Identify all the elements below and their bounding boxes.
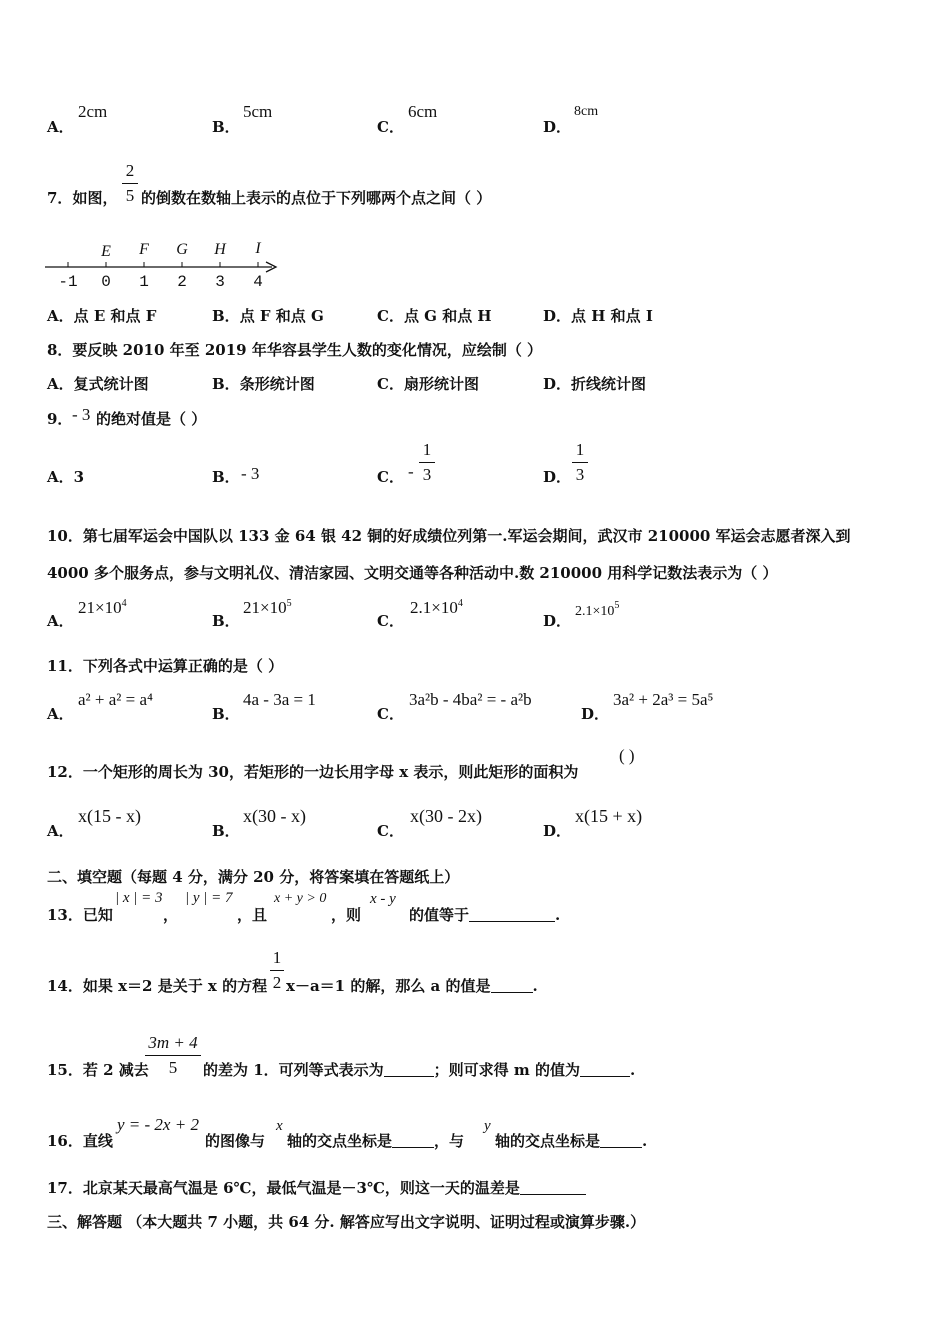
q12-option-a-text: x(15 - x) <box>78 806 141 826</box>
q16-mid-1: 的图像与 <box>205 1132 266 1150</box>
q17-stem: 17．北京某天最高气温是 6℃，最低气温是－3℃，则这一天的温差是 <box>47 1177 586 1198</box>
q6-option-d-text: 8cm <box>574 104 599 119</box>
q6-option-b-text: 5cm <box>243 102 273 121</box>
q6-option-d-label: D． <box>543 118 572 136</box>
q11-option-d-label: D． <box>581 705 610 723</box>
tick-label: 0 <box>101 273 111 291</box>
q6-option-c-text: 6cm <box>408 102 438 121</box>
q10-option-a-text: $21\times 10^4$ <box>78 598 127 617</box>
q7-option-d: D．点 H 和点 I <box>543 307 653 325</box>
point-label: I <box>255 240 261 257</box>
section-2-heading: 二、填空题（每题 4 分，满分 20 分，将答案填在答题纸上） <box>47 868 460 886</box>
q16-stem-suffix: 轴的交点坐标是 . <box>495 1132 648 1150</box>
q12-option-d-text: x(15 + x) <box>575 806 643 826</box>
q16-prefix: 16．直线 <box>47 1132 113 1150</box>
q11-option-d-text: 3a² + 2a³ = 5a⁵ <box>613 690 714 709</box>
q8-option-a: A．复式统计图 <box>47 375 149 393</box>
q16-mid-2: 轴的交点坐标是 ，与 <box>287 1132 465 1150</box>
q13-sep-3: ，则 <box>331 906 362 924</box>
q7-option-b: B．点 F 和点 G <box>212 307 324 325</box>
q6-option-a-label: A． <box>47 118 74 136</box>
q12-answer-paren: ( ) <box>619 746 635 765</box>
q13-number: 13．已知 <box>47 906 113 924</box>
q10-option-b-text: $21\times 10^5$ <box>243 598 292 617</box>
q15-answer-blank-2[interactable] <box>580 1062 630 1077</box>
q9-math: - 3 <box>72 405 91 424</box>
q8-option-b: B．条形统计图 <box>212 375 315 393</box>
q12-option-a-label: A． <box>47 822 74 840</box>
q13-stem-suffix: 的值等于 . <box>409 906 561 924</box>
q15-stem-suffix: 的差为 1．可列等式表示为 ；则可求得 m 的值为 . <box>203 1061 636 1079</box>
q12-option-c-text: x(30 - 2x) <box>410 806 482 826</box>
q7-fraction <box>122 161 138 206</box>
q12-option-d-label: D． <box>543 822 572 840</box>
q9-stem-suffix: 的绝对值是（ ） <box>96 410 207 428</box>
q9-option-a: A．3 <box>47 468 85 486</box>
q7-fraction-numerator: 2 <box>125 161 135 180</box>
q6-option-c-label: C． <box>377 118 404 136</box>
q11-option-c-label: C． <box>377 705 404 723</box>
q12-stem: 12．一个矩形的周长为 30，若矩形的一边长用字母 x 表示，则此矩形的面积为 <box>47 763 579 781</box>
q16-equation: y = - 2x + 2 <box>117 1115 199 1134</box>
q13-math-3: x + y > 0 <box>274 891 327 906</box>
q14-prefix: 14．如果 x＝2 是关于 x 的方程 <box>47 977 268 995</box>
q12-option-c-label: C． <box>377 822 404 840</box>
q7-number: 7．如图， <box>47 189 118 207</box>
q13-math-4: x - y <box>370 891 396 907</box>
q13-math-1: | x | = 3 <box>115 890 163 906</box>
q9-option-d-label: D． <box>543 468 572 486</box>
q12-option-b-text: x(30 - x) <box>243 806 306 826</box>
q10-option-d-text: $2.1\times 10^5$ <box>575 600 620 619</box>
number-line-ticks <box>68 262 258 267</box>
q9-option-b-label: B． <box>212 468 240 486</box>
q14-fraction: 1 2 <box>270 948 284 993</box>
q8-option-d: D．折线统计图 <box>543 375 647 393</box>
number-line <box>40 236 290 296</box>
q16-answer-blank-1[interactable] <box>392 1133 434 1148</box>
q16-y-var: y <box>484 1118 491 1134</box>
q11-option-a-text: a² + a² = a⁴ <box>78 690 153 709</box>
q13-sep-2: ，且 <box>237 906 268 924</box>
point-label: H <box>214 241 226 258</box>
q15-prefix: 15．若 2 减去 <box>47 1061 149 1079</box>
q12-option-b-label: B． <box>212 822 240 840</box>
point-label: F <box>139 241 149 258</box>
q11-option-b-text: 4a - 3a = 1 <box>243 690 316 709</box>
q13-sep-1: ， <box>163 906 179 924</box>
tick-label: 1 <box>139 273 149 291</box>
q16-answer-blank-2[interactable] <box>600 1133 642 1148</box>
q11-stem: 11．下列各式中运算正确的是（ ） <box>47 657 284 675</box>
q7-fraction-denominator: 5 <box>125 186 135 205</box>
q7-option-a: A．点 E 和点 F <box>47 307 157 325</box>
q11-option-c-text: 3a²b - 4ba² = - a²b <box>409 690 532 709</box>
q9-option-c-label: C． <box>377 468 404 486</box>
q13-math-2: | y | = 7 <box>185 890 233 906</box>
q10-option-d-label: D． <box>543 612 572 630</box>
q14-answer-blank[interactable] <box>491 978 533 993</box>
q15-answer-blank-1[interactable] <box>384 1062 434 1077</box>
tick-label: 4 <box>253 273 263 291</box>
q9-option-b-text: - 3 <box>241 464 260 483</box>
q10-option-c-label: C． <box>377 612 404 630</box>
q9-option-c-fraction: 1 3 <box>419 440 435 485</box>
q10-option-a-label: A． <box>47 612 74 630</box>
q13-answer-blank[interactable] <box>469 907 555 922</box>
section-3-heading: 三、解答题 （本大题共 7 小题，共 64 分. 解答应写出文字说明、证明过程或演算步骤.） <box>47 1213 646 1231</box>
q10-line-2: 4000 多个服务点，参与文明礼仪、清洁家园、文明交通等各种活动中.数 210000 用科学记数法表示为（ ） <box>47 564 778 582</box>
q9-option-d-fraction: 1 3 <box>572 440 588 485</box>
q8-option-c: C．扇形统计图 <box>377 375 479 393</box>
tick-label: 2 <box>177 273 187 291</box>
q10-option-c-text: $2.1\times 10^4$ <box>410 598 463 617</box>
q17-answer-blank[interactable] <box>520 1180 586 1195</box>
q6-option-b-label: B． <box>212 118 240 136</box>
tick-label: 3 <box>215 273 225 291</box>
q9-number: 9． <box>47 410 73 428</box>
q14-stem-suffix: x－a＝1 的解，那么 a 的值是 . <box>286 977 538 995</box>
q6-option-a-text: 2cm <box>78 102 108 121</box>
q10-option-b-label: B． <box>212 612 240 630</box>
q11-option-a-label: A． <box>47 705 74 723</box>
q7-option-c: C．点 G 和点 H <box>377 307 492 325</box>
q7-stem-suffix: 的倒数在数轴上表示的点位于下列哪两个点之间（ ） <box>141 189 492 207</box>
q15-fraction: 3m + 4 5 <box>145 1033 201 1078</box>
point-label: G <box>176 241 188 258</box>
point-label: E <box>101 243 111 260</box>
q16-x-var: x <box>276 1118 283 1134</box>
q9-option-c-sign: - <box>408 462 414 481</box>
q8-stem: 8．要反映 2010 年至 2019 年华容县学生人数的变化情况，应绘制（ ） <box>47 341 543 359</box>
q11-option-b-label: B． <box>212 705 240 723</box>
tick-label: -1 <box>58 273 78 291</box>
q10-line-1: 10．第七届军运会中国队以 133 金 64 银 42 铜的好成绩位列第一.军运会期间，武汉市 210000 军运会志愿者深入到 <box>47 527 851 545</box>
